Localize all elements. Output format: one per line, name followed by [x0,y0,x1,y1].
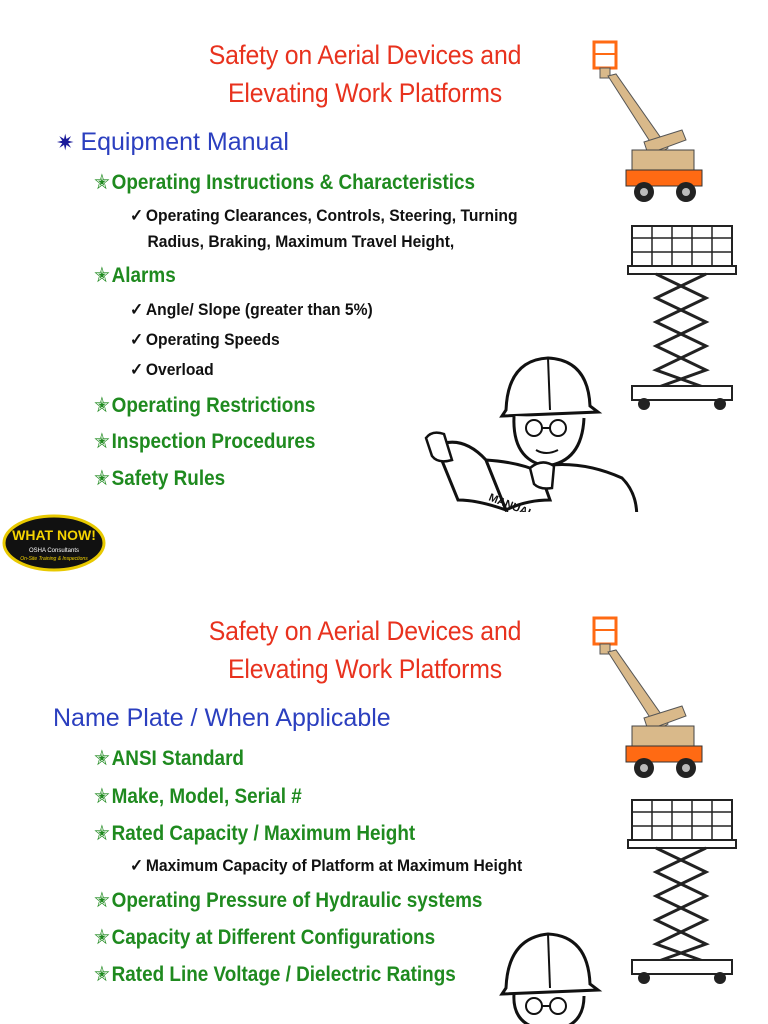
slide-1-title [158,36,572,112]
item-text: Operating Restrictions [111,394,316,417]
slide-2-title [158,612,572,688]
check-icon: ✓ [130,206,144,225]
slide-2 [0,576,768,1024]
item-rated-line-voltage [94,962,456,987]
manual-label: MANUAL [486,491,536,521]
item-operating-pressure [94,888,482,913]
check-icon: ✓ [130,856,144,875]
star-bullet-icon: ✭ [94,467,110,490]
item-text: Capacity at Different Configurations [111,926,436,949]
sub-operating-speeds [130,327,280,353]
worker-reading-manual-illustration [422,350,642,521]
item-ansi-standard [94,746,244,771]
logo-main-text: WHAT NOW! [12,527,96,543]
check-icon: ✓ [130,330,144,349]
star-bullet-icon: ✭ [94,963,110,986]
item-alarms [94,263,176,288]
heading-text: Equipment Manual [80,128,289,156]
item-text: Make, Model, Serial # [111,785,302,808]
boom-lift-illustration [586,606,716,786]
sub-maximum-capacity [130,853,522,879]
item-text: Operating Instructions & Characteristics [111,171,476,194]
item-text: Rated Line Voltage / Dielectric Ratings [111,963,456,986]
item-inspection-procedures [94,429,315,454]
company-logo [2,514,106,572]
item-make-model-serial [94,784,302,809]
item-text: Rated Capacity / Maximum Height [111,822,416,845]
item-text: ANSI Standard [111,747,244,770]
star-bullet-icon: ✭ [94,171,110,194]
scissor-lift-illustration [626,790,746,990]
check-icon: ✓ [130,360,144,379]
item-operating-instructions [94,170,475,195]
sub-text: Operating Speeds [145,330,280,349]
item-operating-restrictions [94,393,315,418]
heading-text: Name Plate / When Applicable [53,704,391,732]
heading-name-plate [53,704,391,733]
worker-head-illustration [494,926,614,1024]
sub-operating-clearances [130,203,518,255]
logo-line-1: OSHA Consultants [28,548,80,554]
star-bullet-icon: ✭ [94,889,110,912]
sub-overload [130,357,214,383]
item-text: Operating Pressure of Hydraulic systems [111,889,483,912]
star-bullet-icon: ✭ [94,264,110,287]
star-bullet-icon: ✭ [94,394,110,417]
sub-text: Overload [145,360,214,379]
title-line-2: Elevating Work Platforms [228,654,502,684]
star-bullet-icon: ✭ [94,822,110,845]
item-text: Inspection Procedures [111,430,316,453]
title-line-1: Safety on Aerial Devices and [208,40,522,70]
item-rated-capacity [94,821,415,846]
sub-angle-slope [130,297,373,323]
boom-lift-illustration [586,30,716,210]
item-safety-rules [94,466,225,491]
scissor-lift-illustration [626,216,746,416]
item-capacity-configurations [94,925,435,950]
burst-bullet-icon: ✷ [56,130,75,155]
heading-equipment-manual [56,128,289,157]
check-icon: ✓ [130,300,144,319]
logo-line-2: On-Site Training & Inspections [20,556,88,562]
star-bullet-icon: ✭ [94,747,110,770]
sub-text-line1: Operating Clearances, Controls, Steering, Turning [145,206,518,225]
star-bullet-icon: ✭ [94,785,110,808]
title-line-2: Elevating Work Platforms [228,78,502,108]
sub-text: Maximum Capacity of Platform at Maximum Height [145,856,523,875]
sub-text-line2: Radius, Braking, Maximum Travel Height, [147,232,455,251]
item-text: Safety Rules [111,467,226,490]
sub-text: Angle/ Slope (greater than 5%) [145,300,373,319]
star-bullet-icon: ✭ [94,430,110,453]
star-bullet-icon: ✭ [94,926,110,949]
title-line-1: Safety on Aerial Devices and [208,616,522,646]
item-text: Alarms [111,264,176,287]
